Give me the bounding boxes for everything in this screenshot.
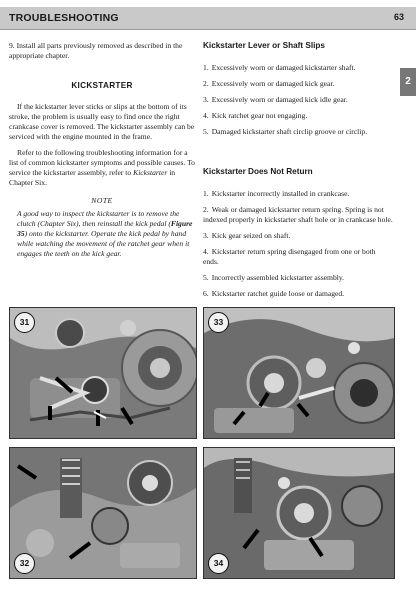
- reference-text: Refer to the following troubleshooting information for a list of common kickstarter symptoms and possible causes. To service the kickstarter assembly, refer to: [9, 148, 195, 177]
- list-item-number: 6.: [203, 289, 209, 298]
- list-item-number: 1.: [203, 63, 209, 72]
- note-text: A good way to inspect the kickstarter is to remove the clutch (Chapter Six), then reinstall the kick pedal (: [17, 209, 180, 228]
- list-item: [203, 273, 393, 283]
- figure-number-badge: 33: [208, 312, 229, 333]
- list-item: [203, 189, 393, 199]
- figure-33: [203, 307, 395, 439]
- list-item-text: Kickstarter incorrectly installed in crankcase.: [211, 189, 350, 198]
- figure-number-badge: 34: [208, 553, 229, 574]
- right-column: [203, 41, 393, 305]
- list-item-text: Excessively worn or damaged kickstarter shaft.: [211, 63, 356, 72]
- list-item-number: 5.: [203, 273, 209, 282]
- note-body: [9, 209, 195, 259]
- list-item: [203, 289, 393, 299]
- note-tail: ) onto the kickstarter. Operate the kick pedal by hand while watching the movement of the ratchet gear when it engages the teeth on the kick gear.: [17, 229, 190, 258]
- list-item-text: Kickstarter return spring disengaged from one or both ends.: [203, 247, 376, 266]
- list-item-number: 2.: [203, 205, 209, 214]
- crankcase-photo-icon: [204, 448, 394, 578]
- list-item-text: Incorrectly assembled kickstarter assembly.: [211, 273, 345, 282]
- figure-number-badge: 32: [14, 553, 35, 574]
- intro-paragraph: If the kickstarter lever sticks or slips at the bottom of its stroke, the problem is usually easy to find once the right crankcase cover is removed. The kickstarter assembly can be serviced with the engine mounted in the frame.: [9, 102, 195, 141]
- list-item-number: 4.: [203, 247, 209, 256]
- figure-31: [9, 307, 197, 439]
- reference-tail: in Chapter Six.: [9, 168, 176, 187]
- crankcase-photo-icon: [10, 308, 196, 438]
- list-item-number: 5.: [203, 127, 209, 136]
- list-item: [203, 95, 393, 105]
- list-item-text: Kick gear seized on shaft.: [211, 231, 291, 240]
- list-item-text: Weak or damaged kickstarter return spring. Spring is not indexed properly in kickstarter shaft hole or in crankcase hole.: [203, 205, 393, 224]
- list-item-text: Kickstarter ratchet guide loose or damaged.: [211, 289, 345, 298]
- list-item: [203, 79, 393, 89]
- list-item-number: 2.: [203, 79, 209, 88]
- page-header: [0, 7, 416, 30]
- lever-slips-list: [203, 63, 393, 137]
- list-item: [203, 247, 393, 267]
- figure-number-badge: 31: [14, 312, 35, 333]
- list-item-number: 4.: [203, 111, 209, 120]
- list-item-text: Damaged kickstarter shaft circlip groove or circlip.: [211, 127, 368, 136]
- list-item: [203, 231, 393, 241]
- left-column: [9, 41, 195, 265]
- reference-paragraph: [9, 148, 195, 188]
- reference-link: Kickstarter: [133, 168, 168, 177]
- page-number: 63: [393, 12, 404, 22]
- list-item-text: Excessively worn or damaged kick gear.: [211, 79, 335, 88]
- kickstarter-heading: KICKSTARTER: [71, 81, 133, 90]
- list-item: [203, 205, 393, 225]
- lever-slips-heading: Kickstarter Lever or Shaft Slips: [203, 41, 325, 50]
- list-item-text: Kick ratchet gear not engaging.: [211, 111, 308, 120]
- list-item-number: 1.: [203, 189, 209, 198]
- list-item-text: Excessively worn or damaged kick idle gear.: [211, 95, 348, 104]
- note-heading: NOTE: [91, 196, 113, 205]
- figure-34: [203, 447, 395, 579]
- step-9: 9. Install all parts previously removed as described in the appropriate chapter.: [9, 41, 183, 60]
- does-not-return-list: [203, 189, 393, 299]
- figure-32: [9, 447, 197, 579]
- list-item: [203, 63, 393, 73]
- chapter-tab: 2: [400, 68, 416, 96]
- list-item: [203, 127, 393, 137]
- list-item-number: 3.: [203, 231, 209, 240]
- crankcase-photo-icon: [10, 448, 196, 578]
- note-figure-ref: Figure 35: [17, 219, 193, 238]
- section-title: TROUBLESHOOTING: [9, 12, 119, 24]
- list-item-number: 3.: [203, 95, 209, 104]
- list-item: [203, 111, 393, 121]
- crankcase-photo-icon: [204, 308, 394, 438]
- does-not-return-heading: Kickstarter Does Not Return: [203, 167, 313, 176]
